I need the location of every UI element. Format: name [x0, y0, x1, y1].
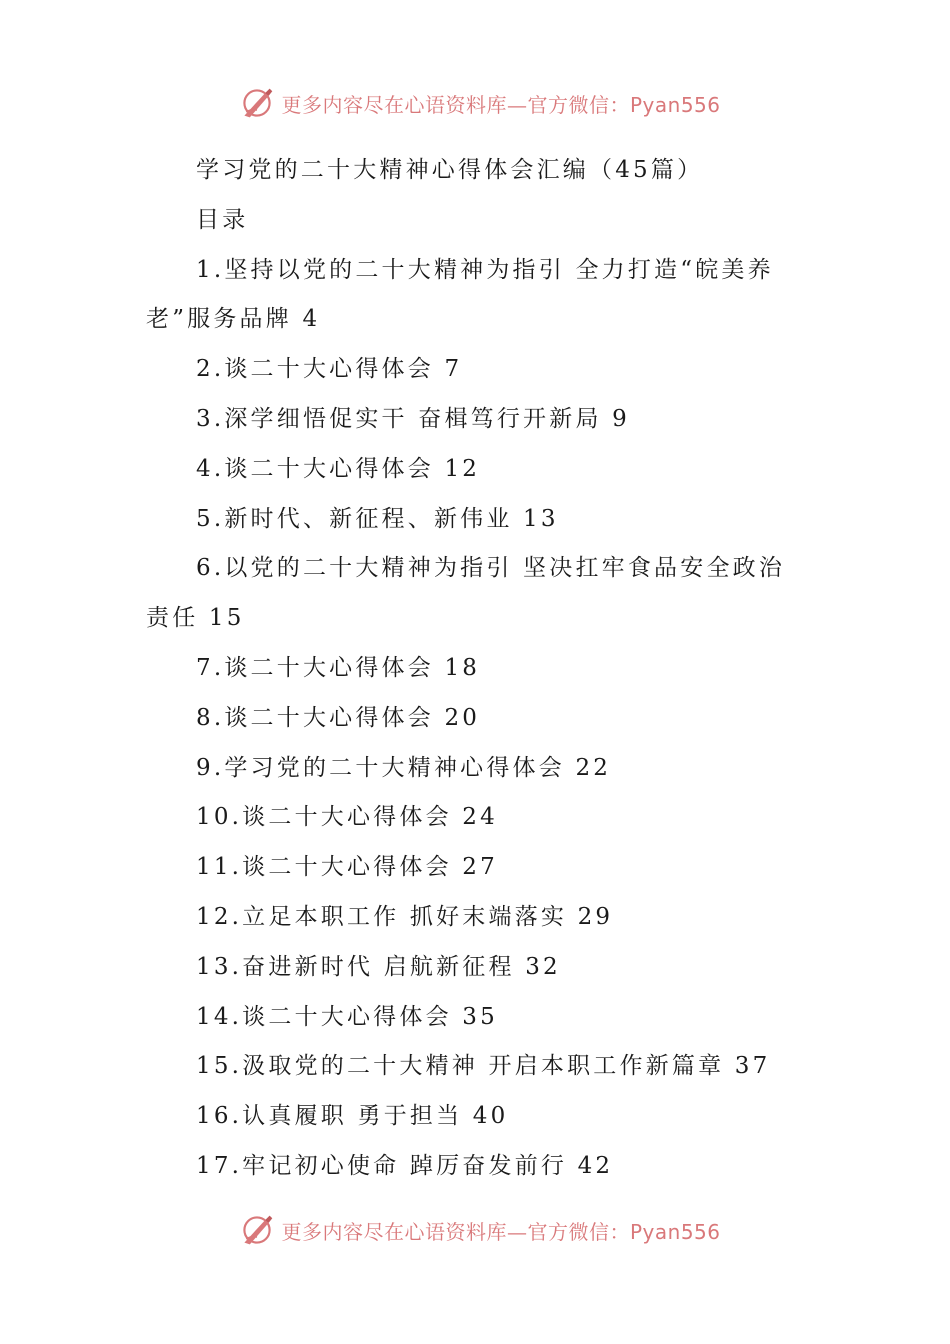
toc-item: 11.谈二十大心得体会 27 [196, 854, 498, 881]
toc-item: 3.深学细悟促实干 奋楫笃行开新局 9 [196, 405, 630, 432]
toc-item: 17.牢记初心使命 踔厉奋发前行 42 [196, 1152, 614, 1179]
toc-item: 7.谈二十大心得体会 18 [196, 654, 481, 681]
document-body [146, 146, 810, 1192]
wechat-id: Pyan556 [629, 92, 721, 117]
toc-item: 8.谈二十大心得体会 20 [196, 704, 481, 731]
toc-item: 13.奋进新时代 启航新征程 32 [196, 953, 561, 980]
toc-item: 4.谈二十大心得体会 12 [196, 455, 481, 482]
toc-item: 5.新时代、新征程、新伟业 13 [196, 505, 559, 532]
toc-item: 10.谈二十大心得体会 24 [196, 804, 498, 831]
wechat-id: Pyan556 [629, 1219, 721, 1244]
toc-item: 16.认真履职 勇于担当 40 [196, 1103, 509, 1130]
toc-item: 9.学习党的二十大精神心得体会 22 [196, 754, 612, 781]
toc-item: 12.立足本职工作 抓好末端落实 29 [196, 903, 614, 930]
toc-item: 15.汲取党的二十大精神 开启本职工作新篇章 37 [196, 1053, 771, 1080]
watermark-text: 更多内容尽在心语资料库—官方微信：Pyan556 [281, 1219, 721, 1244]
pen-logo-icon [239, 85, 275, 121]
toc-item: 2.谈二十大心得体会 7 [196, 356, 463, 383]
watermark-banner-bottom [0, 1210, 950, 1250]
toc-item: 14.谈二十大心得体会 35 [196, 1003, 498, 1030]
toc-item: 6.以党的二十大精神为指引 坚决扛牢食品安全政治责任 15 [146, 555, 786, 632]
toc-item: 1.坚持以党的二十大精神为指引 全力打造“皖美养老”服务品牌 4 [146, 256, 774, 333]
watermark-banner-top [0, 83, 950, 123]
watermark-content [239, 85, 720, 121]
watermark-content [239, 1212, 720, 1248]
toc-heading: 目录 [196, 206, 249, 233]
pen-logo-icon [239, 1212, 275, 1248]
watermark-text: 更多内容尽在心语资料库—官方微信：Pyan556 [281, 92, 721, 117]
document-title: 学习党的二十大精神心得体会汇编（45篇） [196, 157, 704, 183]
